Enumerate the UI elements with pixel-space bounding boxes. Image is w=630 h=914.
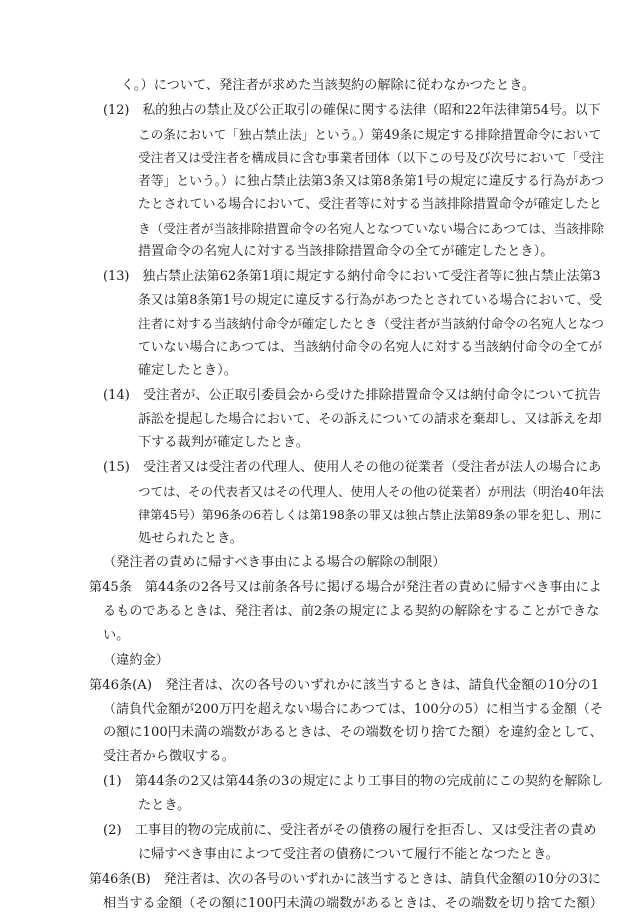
text-line: く。）について、発注者が求めた当該契約の解除に従わなかつたとき。 [121, 78, 536, 93]
text-line: たとされている場合において、受注者等に対する当該排除措置命令が確定したと [138, 197, 602, 212]
text-line: （請負代金額が200万円を超えない場合にあつては、100分の5）に相当する金額（そ [103, 702, 603, 717]
text-line: 受注者又は受注者を構成員に含む事業者団体（以下この号及び次号において「受注 [138, 150, 604, 165]
text-line: 処せられたとき。 [138, 531, 243, 546]
text-line: 下する裁判が確定したとき。 [138, 435, 309, 450]
text-line: い。 [103, 628, 130, 643]
text-line: ていない場合にあつては、当該納付命令の名宛人に対する当該納付命令の全てが [138, 340, 603, 355]
text-line: の額に100円未満の端数があるときは、その端数を切り捨てた額）を違約金として、 [103, 725, 603, 740]
text-line: に帰すべき事由によつて受注者の債務について履行不能となつたとき。 [138, 847, 559, 862]
text-line: 者等」という。）に独占禁止法第3条又は第8条第1号の規定に違反する行為があつ [138, 174, 604, 189]
text-line: るものであるときは、発注者は、前2条の規定による契約の解除をすることができな [103, 604, 600, 619]
section-heading: （違約金） [103, 653, 169, 668]
text-line: 第45条 第44条の2各号又は前条各号に掲げる場合が発注者の責めに帰すべき事由によ [89, 580, 602, 595]
text-line: (13) 独占禁止法第62条第1項に規定する納付命令において受注者等に独占禁止法第3 [103, 269, 601, 284]
text-line: 受注者から徴収する。 [103, 749, 235, 764]
text-line: 注者に対する当該納付命令が確定したとき（受注者が当該納付命令の名宛人となつ [138, 316, 604, 331]
text-line: この条において「独占禁止法」という。）第49条に規定する排除措置命令において [138, 127, 602, 142]
text-line: (12) 私的独占の禁止及び公正取引の確保に関する法律（昭和22年法律第54号。以下 [103, 103, 601, 118]
text-line: き（受注者が当該排除措置命令の名宛人となつていない場合にあつては、当該排除 [138, 221, 604, 236]
text-line: たとき。 [138, 798, 191, 813]
text-line: (15) 受注者又は受注者の代理人、使用人その他の従業者（受注者が法人の場合にあ [103, 460, 602, 475]
text-line: 相当する金額（その額に100円未満の端数があるときは、その端数を切り捨てた額） [103, 896, 603, 911]
text-line: 措置命令の名宛人に対する当該排除措置命令の全てが確定したとき）。 [138, 244, 554, 259]
text-line: (1) 第44条の2又は第44条の3の規定により工事目的物の完成前にこの契約を解除し [103, 774, 604, 789]
text-line: 第46条(B) 発注者は、次の各号のいずれかに該当するときは、請負代金額の10分の3に [89, 872, 601, 887]
text-line: つては、その代表者又はその代理人、使用人その他の従業者）が刑法（明治40年法 [138, 484, 604, 499]
text-line: 第46条(A) 発注者は、次の各号のいずれかに該当するときは、請負代金額の10分の1 [89, 678, 600, 693]
text-line: (2) 工事目的物の完成前に、受注者がその債務の履行を拒否し、又は受注者の責め [103, 823, 597, 838]
text-line: (14) 受注者が、公正取引委員会から受けた排除措置命令又は納付命令について抗告 [103, 388, 601, 403]
text-line: 条又は第8条第1号の規定に違反する行為があつたとされている場合において、受 [138, 293, 602, 308]
text-line: 律第45号）第96条の6若しくは第198条の罪又は独占禁止法第89条の罪を犯し、刑に [138, 508, 602, 522]
text-line: 確定したとき）。 [138, 363, 237, 378]
section-heading: （発注者の責めに帰すべき事由による場合の解除の制限） [103, 555, 446, 570]
text-line: 訴訟を提起した場合において、その訴えについての請求を棄却し、又は訴えを却 [138, 412, 602, 427]
